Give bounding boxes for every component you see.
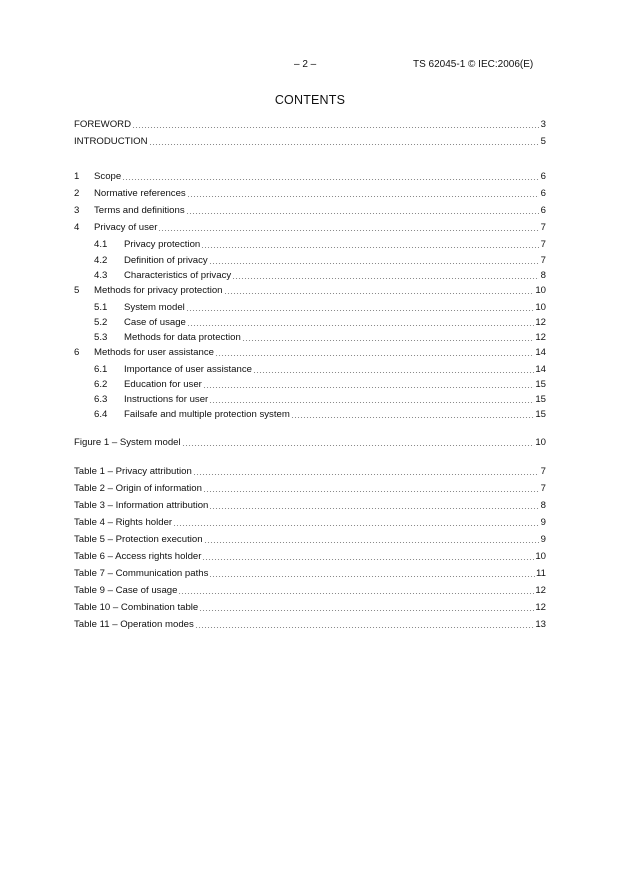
toc-entry-number: 5.3 bbox=[94, 332, 108, 343]
dot-leader bbox=[209, 576, 535, 577]
toc-entry[interactable] bbox=[74, 435, 546, 449]
toc-entry[interactable] bbox=[74, 498, 546, 512]
toc-entry-number: 2 bbox=[74, 188, 80, 199]
toc-entry-page: 6 bbox=[540, 171, 546, 182]
dot-leader bbox=[232, 278, 539, 279]
toc-entry-number: 4.1 bbox=[94, 239, 108, 250]
dot-leader bbox=[178, 593, 534, 594]
toc-entry[interactable] bbox=[74, 532, 546, 546]
toc-entry-number: 1 bbox=[74, 171, 80, 182]
toc-entry[interactable] bbox=[74, 237, 546, 251]
toc-entry-number: 5 bbox=[74, 285, 80, 296]
toc-entry-label: Table 11 – Operation modes bbox=[74, 619, 194, 630]
toc-entry-label: Characteristics of privacy bbox=[124, 270, 232, 281]
dot-leader bbox=[203, 387, 534, 388]
toc-entry-number: 6.2 bbox=[94, 379, 108, 390]
toc-entry-label: Privacy protection bbox=[124, 239, 201, 250]
toc-entry-label: Table 2 – Origin of information bbox=[74, 483, 202, 494]
toc-entry[interactable] bbox=[74, 283, 546, 297]
toc-entry-page: 5 bbox=[540, 136, 546, 147]
toc-entry-number: 5.2 bbox=[94, 317, 108, 328]
toc-entry[interactable] bbox=[74, 481, 546, 495]
toc-entry[interactable] bbox=[74, 549, 546, 563]
toc-entry[interactable] bbox=[74, 220, 546, 234]
toc-entry-label: Methods for privacy protection bbox=[94, 285, 223, 296]
toc-entry-label: Terms and definitions bbox=[94, 205, 185, 216]
toc-entry-page: 3 bbox=[540, 119, 546, 130]
toc-entry-label: Scope bbox=[94, 171, 122, 182]
toc-entry-label: Methods for user assistance bbox=[94, 347, 214, 358]
toc-entry[interactable] bbox=[74, 117, 546, 131]
toc-entry[interactable] bbox=[74, 134, 546, 148]
toc-entry-number: 3 bbox=[74, 205, 80, 216]
toc-entry-label: Importance of user assistance bbox=[124, 364, 252, 375]
toc-entry-page: 14 bbox=[535, 347, 546, 358]
toc-entry-label: Methods for data protection bbox=[124, 332, 241, 343]
toc-entry-page: 15 bbox=[535, 379, 546, 390]
toc-entry[interactable] bbox=[74, 345, 546, 359]
toc-entry-page: 13 bbox=[535, 619, 546, 630]
toc-entry-number: 6.3 bbox=[94, 394, 108, 405]
toc-entry-page: 6 bbox=[540, 188, 546, 199]
toc-entry[interactable] bbox=[74, 617, 546, 631]
toc-entry[interactable] bbox=[74, 268, 546, 282]
toc-entry[interactable] bbox=[74, 186, 546, 200]
toc-entry-number: 6 bbox=[74, 347, 80, 358]
toc-entry-number: 6.4 bbox=[94, 409, 108, 420]
toc-entry-label: Figure 1 – System model bbox=[74, 437, 181, 448]
dot-leader bbox=[215, 355, 534, 356]
toc-entry-page: 6 bbox=[540, 205, 546, 216]
dot-leader bbox=[158, 230, 539, 231]
toc-entry-number: 4.2 bbox=[94, 255, 108, 266]
dot-leader bbox=[291, 417, 534, 418]
toc-entry-label: Normative references bbox=[94, 188, 186, 199]
dot-leader bbox=[122, 179, 539, 180]
dot-leader bbox=[193, 474, 539, 475]
toc-entry[interactable] bbox=[74, 169, 546, 183]
toc-entry-label: Table 9 – Case of usage bbox=[74, 585, 178, 596]
toc-entry-page: 9 bbox=[540, 517, 546, 528]
dot-leader bbox=[209, 508, 539, 509]
toc-entry-label: System model bbox=[124, 302, 185, 313]
toc-entry-page: 12 bbox=[535, 332, 546, 343]
toc-entry[interactable] bbox=[74, 377, 546, 391]
toc-entry-label: Table 1 – Privacy attribution bbox=[74, 466, 192, 477]
toc-entry-label: Table 5 – Protection execution bbox=[74, 534, 203, 545]
dot-leader bbox=[204, 542, 539, 543]
toc-entry-page: 8 bbox=[540, 270, 546, 281]
dot-leader bbox=[186, 310, 535, 311]
dot-leader bbox=[173, 525, 539, 526]
standard-reference: TS 62045-1 © IEC:2006(E) bbox=[413, 59, 534, 70]
toc-entry-page: 10 bbox=[535, 302, 546, 313]
dot-leader bbox=[201, 247, 539, 248]
toc-entry[interactable] bbox=[74, 600, 546, 614]
toc-entry-page: 15 bbox=[535, 394, 546, 405]
toc-entry-label: Definition of privacy bbox=[124, 255, 208, 266]
toc-entry-number: 4 bbox=[74, 222, 80, 233]
toc-entry-page: 10 bbox=[535, 437, 546, 448]
toc-entry[interactable] bbox=[74, 300, 546, 314]
dot-leader bbox=[149, 144, 539, 145]
toc-entry-page: 12 bbox=[535, 585, 546, 596]
toc-entry-page: 12 bbox=[535, 317, 546, 328]
toc-entry[interactable] bbox=[74, 362, 546, 376]
page-number: – 2 – bbox=[294, 59, 317, 70]
toc-entry-page: 7 bbox=[540, 239, 546, 250]
toc-entry[interactable] bbox=[74, 515, 546, 529]
dot-leader bbox=[202, 559, 534, 560]
toc-entry[interactable] bbox=[74, 203, 546, 217]
toc-entry-label: Education for user bbox=[124, 379, 202, 390]
toc-entry-number: 4.3 bbox=[94, 270, 108, 281]
dot-leader bbox=[224, 293, 535, 294]
dot-leader bbox=[253, 372, 534, 373]
dot-leader bbox=[182, 445, 535, 446]
toc-entry-label: Table 7 – Communication paths bbox=[74, 568, 209, 579]
toc-entry-page: 9 bbox=[540, 534, 546, 545]
toc-entry-label: INTRODUCTION bbox=[74, 136, 148, 147]
dot-leader bbox=[242, 340, 535, 341]
toc-entry-page: 8 bbox=[540, 500, 546, 511]
dot-leader bbox=[209, 263, 539, 264]
dot-leader bbox=[203, 491, 539, 492]
dot-leader bbox=[199, 610, 534, 611]
dot-leader bbox=[187, 196, 539, 197]
dot-leader bbox=[209, 402, 534, 403]
toc-entry-number: 6.1 bbox=[94, 364, 108, 375]
toc-entry[interactable] bbox=[74, 392, 546, 406]
toc-entry[interactable] bbox=[74, 583, 546, 597]
toc-entry[interactable] bbox=[74, 253, 546, 267]
toc-entry-page: 11 bbox=[536, 568, 546, 579]
toc-entry[interactable] bbox=[74, 330, 546, 344]
toc-entry-page: 7 bbox=[540, 483, 546, 494]
dot-leader bbox=[132, 127, 539, 128]
toc-entry-page: 10 bbox=[535, 551, 546, 562]
toc-entry-label: Table 10 – Combination table bbox=[74, 602, 199, 613]
toc-entry-label: Table 3 – Information attribution bbox=[74, 500, 209, 511]
toc-entry[interactable] bbox=[74, 315, 546, 329]
dot-leader bbox=[187, 325, 534, 326]
toc-entry-label: Table 6 – Access rights holder bbox=[74, 551, 202, 562]
toc-entry-label: Failsafe and multiple protection system bbox=[124, 409, 290, 420]
contents-title: CONTENTS bbox=[274, 93, 346, 107]
toc-entry-label: Privacy of user bbox=[94, 222, 158, 233]
toc-entry-page: 7 bbox=[540, 222, 546, 233]
toc-entry-page: 7 bbox=[540, 255, 546, 266]
toc-entry-page: 14 bbox=[535, 364, 546, 375]
toc-entry-page: 10 bbox=[535, 285, 546, 296]
toc-entry-label: Case of usage bbox=[124, 317, 186, 328]
toc-entry-number: 5.1 bbox=[94, 302, 108, 313]
toc-entry[interactable] bbox=[74, 566, 546, 580]
dot-leader bbox=[186, 213, 539, 214]
toc-entry[interactable] bbox=[74, 464, 546, 478]
dot-leader bbox=[195, 627, 535, 628]
toc-entry-label: FOREWORD bbox=[74, 119, 132, 130]
toc-entry-page: 15 bbox=[535, 409, 546, 420]
toc-entry-label: Table 4 – Rights holder bbox=[74, 517, 173, 528]
toc-entry-label: Instructions for user bbox=[124, 394, 209, 405]
toc-entry[interactable] bbox=[74, 407, 546, 421]
toc-entry-page: 7 bbox=[540, 466, 546, 477]
toc-entry-page: 12 bbox=[535, 602, 546, 613]
